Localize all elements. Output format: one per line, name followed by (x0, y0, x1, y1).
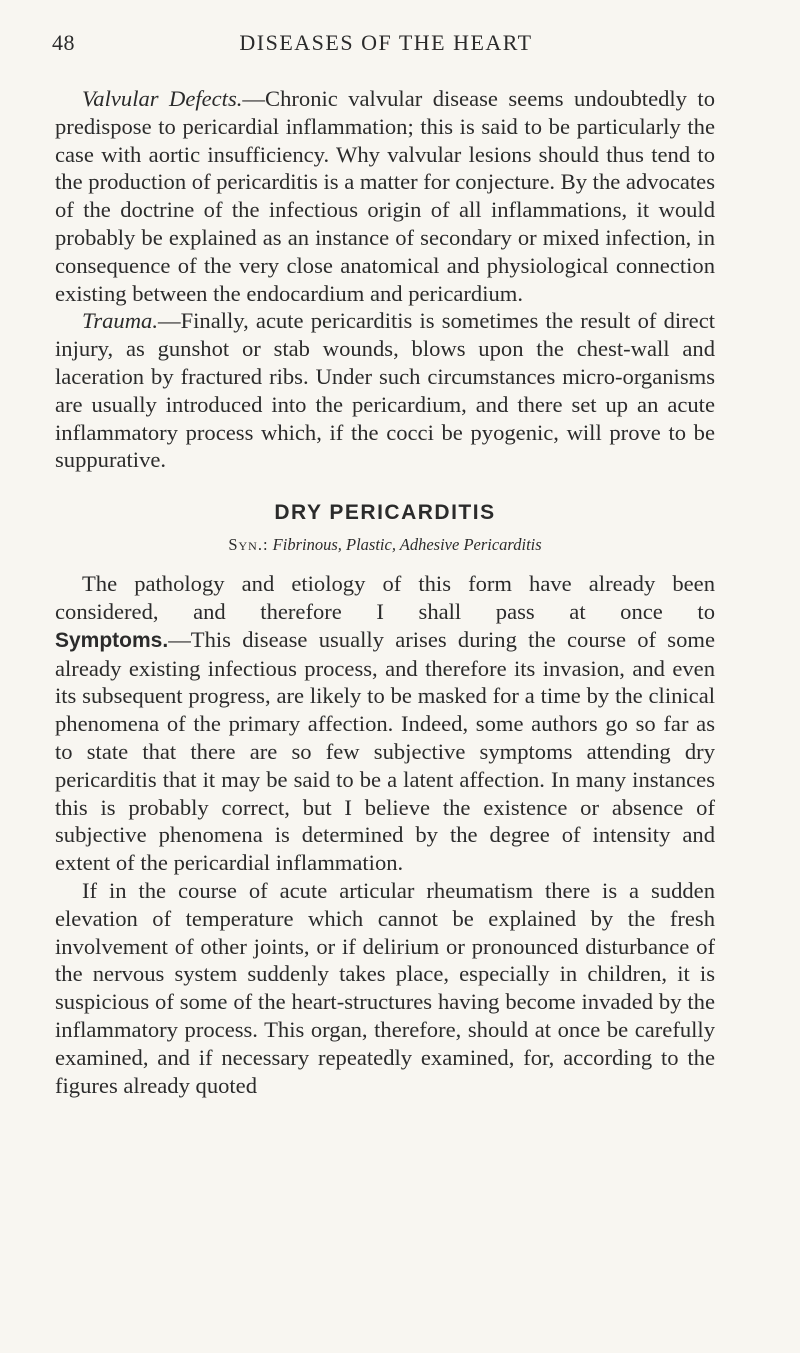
symptoms-label: Symptoms. (55, 628, 169, 652)
synonyms-label: Syn.: (228, 535, 269, 555)
paragraph-intro: The pathology and etiology of this form have already been considered, and therefore I shall pass at once to (55, 571, 715, 624)
valvular-defects-text: —Chronic valvular disease seems undoubtedly to predispose to pericardial inflammation; this is said to be particularly the case with aortic insufficiency. Why valvular lesions should thus tend to the production of pericarditis is a matter for conjecture. By the advocates of the doctrine of the infectious origin of all inflammations, it would probably be explained as an instance of secondary or mixed infection, in consequence of the very close anatomical and physiological connection existing between the endocardium and pericardium. (55, 86, 715, 306)
term-trauma: Trauma. (82, 308, 158, 334)
running-head (52, 30, 720, 62)
paragraph-trauma (55, 307, 715, 474)
page-body (55, 85, 715, 1099)
synonyms-line (55, 534, 715, 556)
trauma-text: —Finally, acute pericarditis is sometimes the result of direct injury, as gunshot or stab wounds, blows upon the chest-wall and laceration by fractured ribs. Under such circumstances micro-organisms are usually introduced into the pericardium, and there set up an acute inflammatory process which, if the cocci be pyogenic, will prove to be suppurative. (55, 308, 715, 473)
running-title: DISEASES OF THE HEART (239, 30, 533, 55)
term-valvular-defects: Valvular Defects. (82, 86, 243, 111)
paragraph-valvular-defects (55, 85, 715, 307)
section-heading-dry-pericarditis: DRY PERICARDITIS (274, 501, 496, 525)
synonyms-text: Fibrinous, Plastic, Adhesive Pericarditis (272, 535, 542, 555)
paragraph-rheumatism: If in the course of acute articular rheumatism there is a sudden elevation of temperature which cannot be explained by the fresh involvement of other joints, or if delirium or pronounced disturbance of the nervous system suddenly takes place, especially in children, it is suspicious of some of the heart-structures having become invaded by the inflammatory process. This organ, therefore, should at once be carefully examined, and if necessary repeatedly examined, for, according to the figures already quoted (55, 877, 715, 1098)
symptoms-text: —This disease usually arises during the course of some already existing infectious process, and therefore its invasion, and even its subsequent progress, are likely to be masked for a time by the clinical phenomena of the primary affection. Indeed, some authors go so far as to state that there are so few subjective symptoms attending dry pericarditis that it may be said to be a latent affection. In many instances this is probably correct, but I believe the existence or absence of subjective phenomena is determined by the degree of intensity and extent of the pericardial inflammation. (55, 626, 715, 876)
page-number: 48 (52, 30, 75, 55)
paragraph-symptoms (55, 626, 715, 877)
